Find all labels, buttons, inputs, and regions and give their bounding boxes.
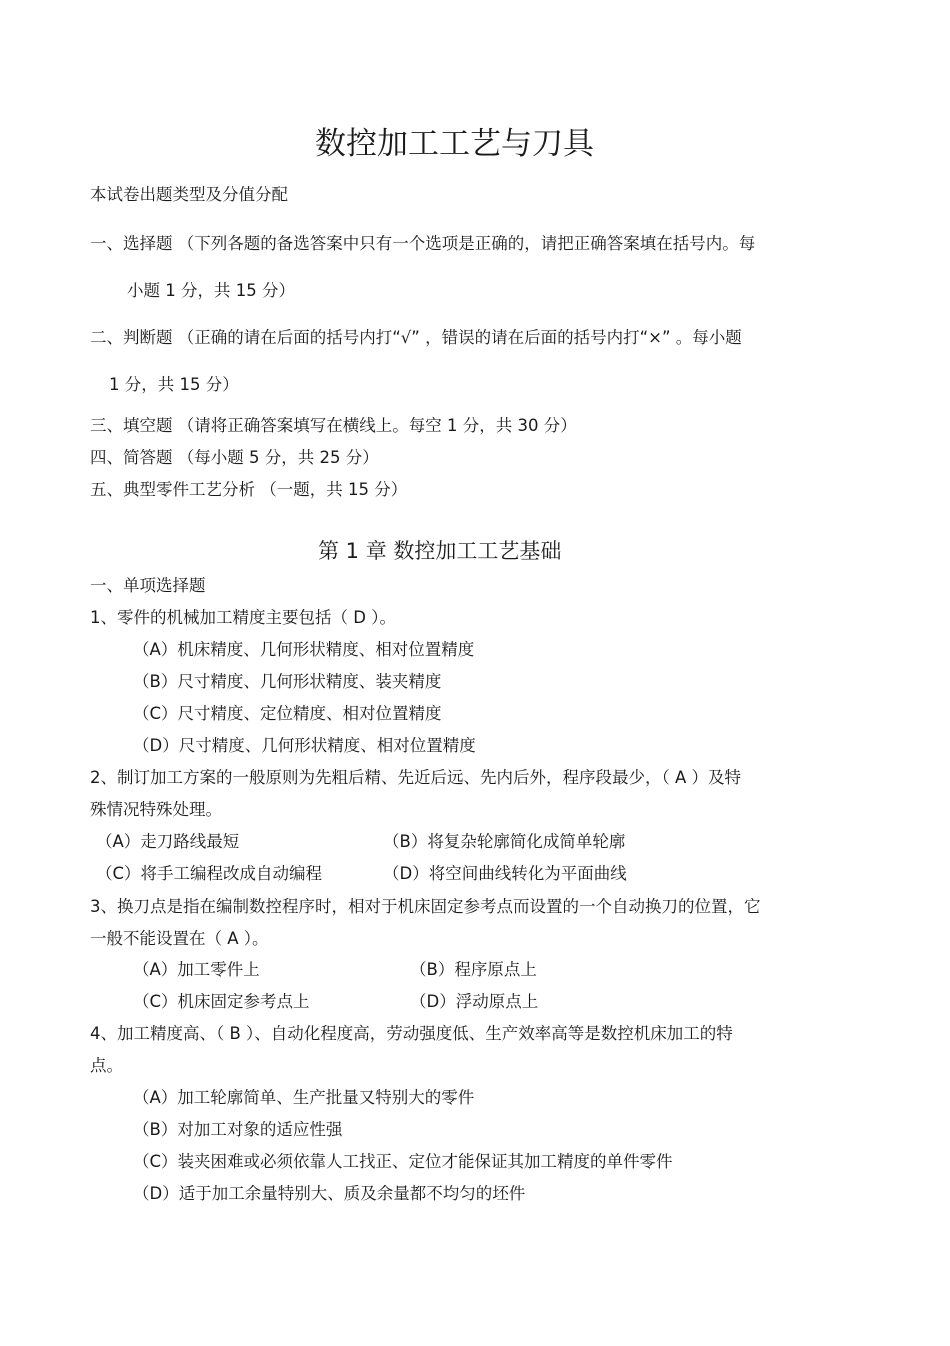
section-line: 五、典型零件工艺分析 （一题，共 15 分） bbox=[90, 480, 408, 499]
section-line: 三、填空题 （请将正确答案填写在横线上。每空 1 分，共 30 分） bbox=[90, 416, 577, 435]
option-a: （A）加工轮廓简单、生产批量又特别大的零件 bbox=[133, 1088, 475, 1107]
section-line: 四、简答题 （每小题 5 分，共 25 分） bbox=[90, 448, 379, 467]
question-stem-cont: 一般不能设置在（ A ）。 bbox=[90, 929, 269, 948]
option-a: （A）机床精度、几何形状精度、相对位置精度 bbox=[133, 640, 475, 659]
option-c: （C）机床固定参考点上 bbox=[133, 992, 310, 1011]
option-d: （D）适于加工余量特别大、质及余量都不均匀的坯件 bbox=[133, 1184, 526, 1203]
question-stem: 4、加工精度高、（ B ）、自动化程度高，劳动强度低、生产效率高等是数控机床加工的特 bbox=[90, 1024, 733, 1043]
section-line: 小题 1 分，共 15 分） bbox=[127, 281, 295, 300]
question-stem: 2、制订加工方案的一般原则为先粗后精、先近后远、先内后外，程序段最少，（ A ）及特 bbox=[90, 768, 742, 787]
option-b: （B）程序原点上 bbox=[410, 960, 537, 979]
option-c: （C）尺寸精度、定位精度、相对位置精度 bbox=[133, 704, 442, 723]
question-stem-cont: 点。 bbox=[90, 1056, 123, 1075]
section-line: 1 分，共 15 分） bbox=[109, 375, 239, 394]
intro-line: 本试卷出题类型及分值分配 bbox=[90, 185, 288, 204]
option-c: （C）将手工编程改成自动编程 bbox=[96, 864, 323, 883]
option-b: （B）将复杂轮廓简化成简单轮廓 bbox=[383, 832, 626, 851]
document-title: 数控加工工艺与刀具 bbox=[315, 126, 594, 162]
option-a: （A）加工零件上 bbox=[133, 960, 260, 979]
option-d: （D）尺寸精度、几何形状精度、相对位置精度 bbox=[133, 736, 476, 755]
option-b: （B）尺寸精度、几何形状精度、装夹精度 bbox=[133, 672, 442, 691]
option-d: （D）浮动原点上 bbox=[410, 992, 539, 1011]
option-b: （B）对加工对象的适应性强 bbox=[133, 1120, 343, 1139]
question-stem: 3、换刀点是指在编制数控程序时，相对于机床固定参考点而设置的一个自动换刀的位置，它 bbox=[90, 897, 761, 916]
option-d: （D）将空间曲线转化为平面曲线 bbox=[383, 864, 627, 883]
option-c: （C）装夹困难或必须依靠人工找正、定位才能保证其加工精度的单件零件 bbox=[133, 1152, 673, 1171]
question-stem-cont: 殊情况特殊处理。 bbox=[90, 800, 222, 819]
option-a: （A）走刀路线最短 bbox=[96, 832, 240, 851]
part-heading: 一、单项选择题 bbox=[90, 576, 206, 595]
section-line: 二、判断题 （正确的请在后面的括号内打“√” ，错误的请在后面的括号内打“×” 。每小题 bbox=[90, 328, 742, 347]
chapter-heading: 第 1 章 数控加工工艺基础 bbox=[318, 539, 562, 563]
section-line: 一、选择题 （下列各题的备选答案中只有一个选项是正确的，请把正确答案填在括号内。每 bbox=[90, 234, 756, 253]
question-stem: 1、零件的机械加工精度主要包括（ D ）。 bbox=[90, 608, 396, 627]
